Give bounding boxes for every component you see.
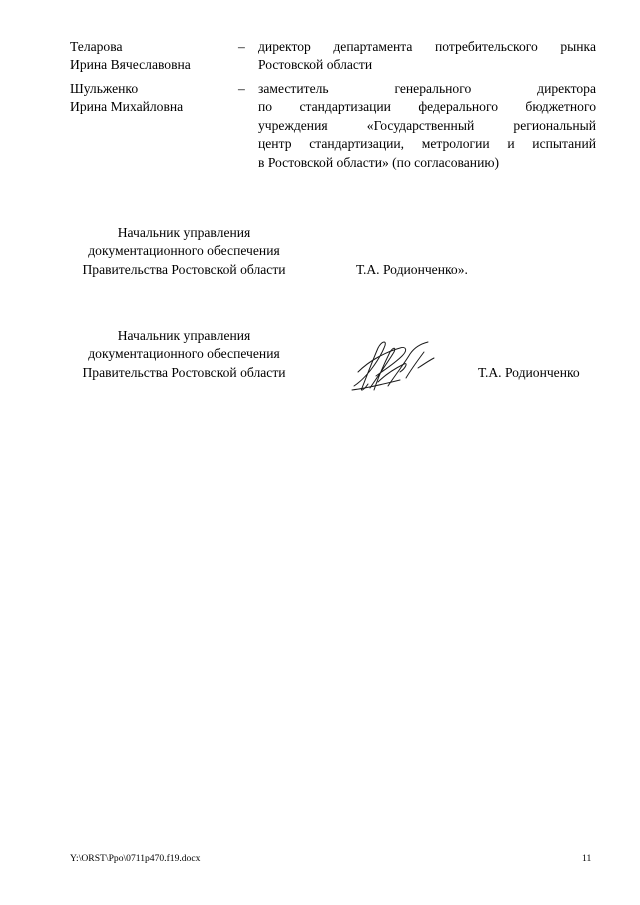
page-number: 11: [582, 853, 592, 864]
signoff-title: [66, 327, 302, 382]
handwritten-signature: [348, 338, 438, 394]
position-line: в Ростовской области» (по согласованию): [258, 154, 500, 170]
signoff-title-line: Начальник управления: [117, 225, 251, 240]
position-line: учреждения «Государственный региональный: [258, 117, 596, 133]
signoff-title-line: документационного обеспечения: [88, 346, 280, 362]
member-surname: Теларова: [70, 39, 123, 54]
member-position: [258, 38, 596, 75]
member-name: [70, 38, 191, 75]
dash-separator: –: [238, 81, 245, 96]
position-line: по стандартизации федерального бюджетного: [258, 99, 596, 115]
member-given-names: Ирина Вячеславовна: [70, 57, 191, 73]
position-line: Ростовской области: [258, 57, 373, 73]
member-position: [258, 80, 596, 172]
quoted-signoff-name: Т.А. Родионченко».: [356, 262, 468, 277]
signoff-name: Т.А. Родионченко: [478, 365, 580, 380]
position-line: центр стандартизации, метрологии и испытаний: [258, 136, 596, 152]
member-given-names: Ирина Михайловна: [70, 99, 184, 115]
position-line: заместитель генерального директора: [258, 81, 596, 96]
dash-separator: –: [238, 39, 245, 54]
member-surname: Шульженко: [70, 81, 139, 96]
footer-file-path: Y:\ORST\Ppo\0711p470.f19.docx: [70, 853, 201, 864]
signoff-title-line: документационного обеспечения: [88, 243, 280, 259]
signoff-title-line: Правительства Ростовской области: [82, 261, 286, 277]
quoted-signoff-title: [66, 224, 302, 279]
signoff-title-line: Правительства Ростовской области: [82, 364, 286, 380]
position-line: директор департамента потребительского рынка: [258, 39, 596, 54]
member-name: [70, 80, 183, 117]
signoff-title-line: Начальник управления: [117, 328, 251, 343]
